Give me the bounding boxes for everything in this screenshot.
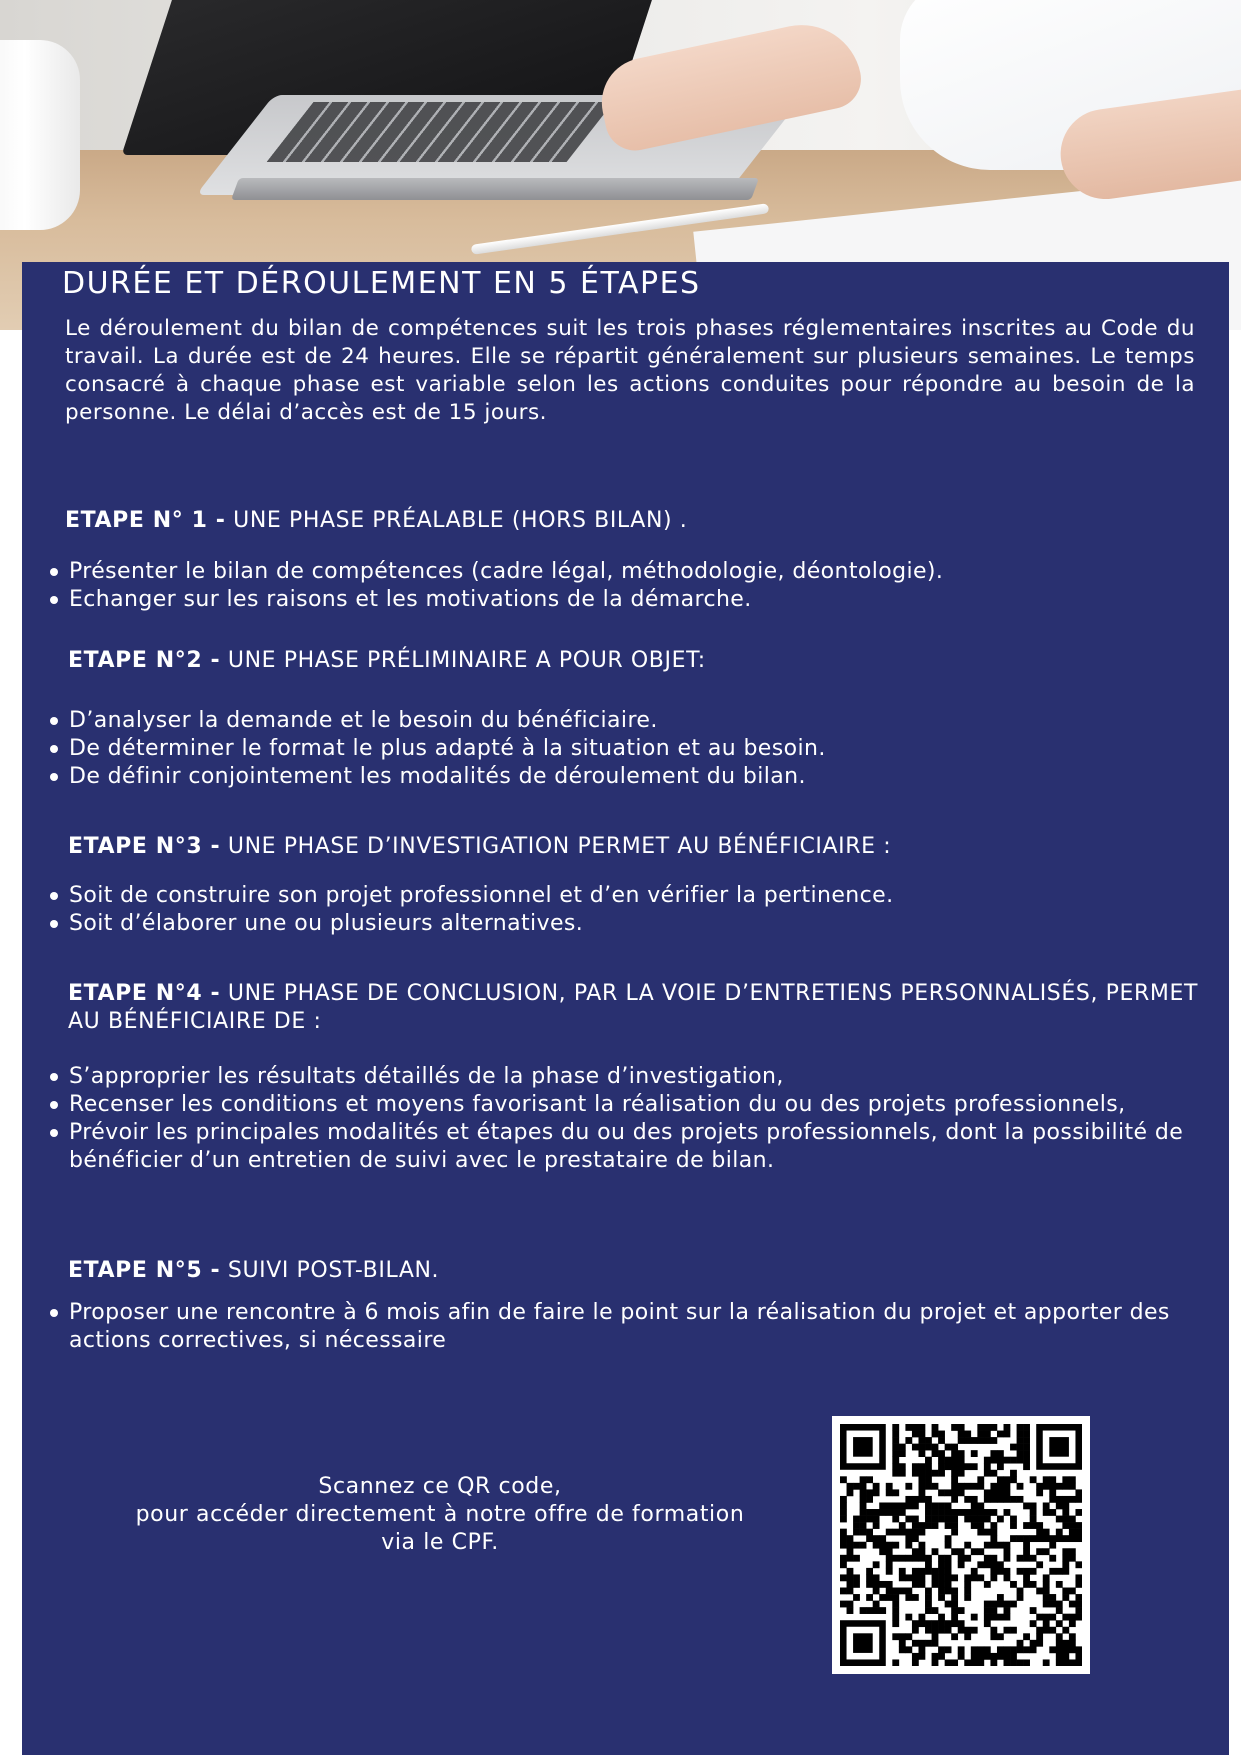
list-item: Soit d’élaborer une ou plusieurs alternatives. bbox=[48, 910, 893, 938]
bullet-icon bbox=[50, 773, 58, 781]
step-5-title bbox=[68, 1258, 439, 1283]
photo-cup bbox=[0, 40, 80, 230]
qr-code[interactable] bbox=[832, 1416, 1090, 1674]
step-1-title bbox=[65, 508, 687, 533]
step-3-list bbox=[48, 882, 893, 938]
list-item: Echanger sur les raisons et les motivations de la démarche. bbox=[48, 586, 943, 614]
step-1-label: ETAPE N° 1 - bbox=[65, 508, 226, 533]
bullet-icon bbox=[50, 1129, 58, 1137]
bullet-icon bbox=[50, 1101, 58, 1109]
step-5-label: ETAPE N°5 - bbox=[68, 1258, 221, 1283]
step-2-title bbox=[68, 648, 706, 673]
bullet-icon bbox=[50, 745, 58, 753]
list-item: Présenter le bilan de compétences (cadre légal, méthodologie, déontologie). bbox=[48, 558, 943, 586]
step-5-heading: SUIVI POST-BILAN. bbox=[220, 1258, 440, 1283]
list-item: Recenser les conditions et moyens favorisant la réalisation du ou des projets professionnels, bbox=[48, 1091, 1198, 1119]
step-1-list bbox=[48, 558, 943, 614]
bullet-icon bbox=[50, 892, 58, 900]
step-3-label: ETAPE N°3 - bbox=[68, 834, 221, 859]
qr-code-icon bbox=[840, 1424, 1082, 1666]
list-item: De déterminer le format le plus adapté à la situation et au besoin. bbox=[48, 735, 826, 763]
step-1-heading: UNE PHASE PRÉALABLE (HORS BILAN) . bbox=[225, 508, 688, 533]
step-3-title bbox=[68, 834, 891, 859]
step-2-label: ETAPE N°2 - bbox=[68, 648, 221, 673]
bullet-icon bbox=[50, 1073, 58, 1081]
intro-paragraph: Le déroulement du bilan de compétences suit les trois phases réglementaires inscrites au Code du travail. La durée est de 24 heures. Elle se répartit généralement sur plusieurs semaines. Le temps consacré à chaque phase est variable selon les actions conduites pour répondre au besoin de la personne. Le délai d’accès est de 15 jours. bbox=[65, 316, 1195, 425]
list-item: Soit de construire son projet professionnel et d’en vérifier la pertinence. bbox=[48, 882, 893, 910]
step-4-list bbox=[48, 1063, 1198, 1175]
step-5-list bbox=[48, 1299, 1208, 1355]
bullet-icon bbox=[50, 920, 58, 928]
list-item: D’analyser la demande et le besoin du bénéficiaire. bbox=[48, 707, 826, 735]
bullet-icon bbox=[50, 596, 58, 604]
list-item: De définir conjointement les modalités de déroulement du bilan. bbox=[48, 763, 826, 791]
bullet-icon bbox=[50, 717, 58, 725]
step-4-label: ETAPE N°4 - bbox=[68, 981, 221, 1006]
step-4-title bbox=[68, 980, 1208, 1036]
photo-laptop-edge bbox=[231, 178, 759, 200]
step-2-list bbox=[48, 707, 826, 791]
list-item: S’approprier les résultats détaillés de la phase d’investigation, bbox=[48, 1063, 1198, 1091]
step-4-heading: UNE PHASE DE CONCLUSION, PAR LA VOIE D’ENTRETIENS PERSONNALISÉS, PERMET AU BÉNÉFICIAIRE DE : bbox=[68, 981, 1198, 1034]
page-title: DURÉE ET DÉROULEMENT EN 5 ÉTAPES bbox=[62, 266, 701, 301]
bullet-icon bbox=[50, 568, 58, 576]
qr-caption-line: pour accéder directement à notre offre de formation bbox=[135, 1502, 745, 1527]
qr-caption-line: via le CPF. bbox=[381, 1530, 499, 1555]
step-2-heading: UNE PHASE PRÉLIMINAIRE A POUR OBJET: bbox=[220, 648, 706, 673]
list-item: Prévoir les principales modalités et étapes du ou des projets professionnels, dont la possibilité de bénéficier d’un entretien de suivi avec le prestataire de bilan. bbox=[48, 1119, 1198, 1175]
bullet-icon bbox=[50, 1309, 58, 1317]
photo-laptop-keys bbox=[267, 102, 614, 162]
list-item: Proposer une rencontre à 6 mois afin de faire le point sur la réalisation du projet et apporter des actions correctives, si nécessaire bbox=[48, 1299, 1208, 1355]
qr-caption-line: Scannez ce QR code, bbox=[318, 1474, 562, 1499]
qr-caption bbox=[100, 1473, 780, 1557]
step-3-heading: UNE PHASE D’INVESTIGATION PERMET AU BÉNÉFICIAIRE : bbox=[220, 834, 892, 859]
